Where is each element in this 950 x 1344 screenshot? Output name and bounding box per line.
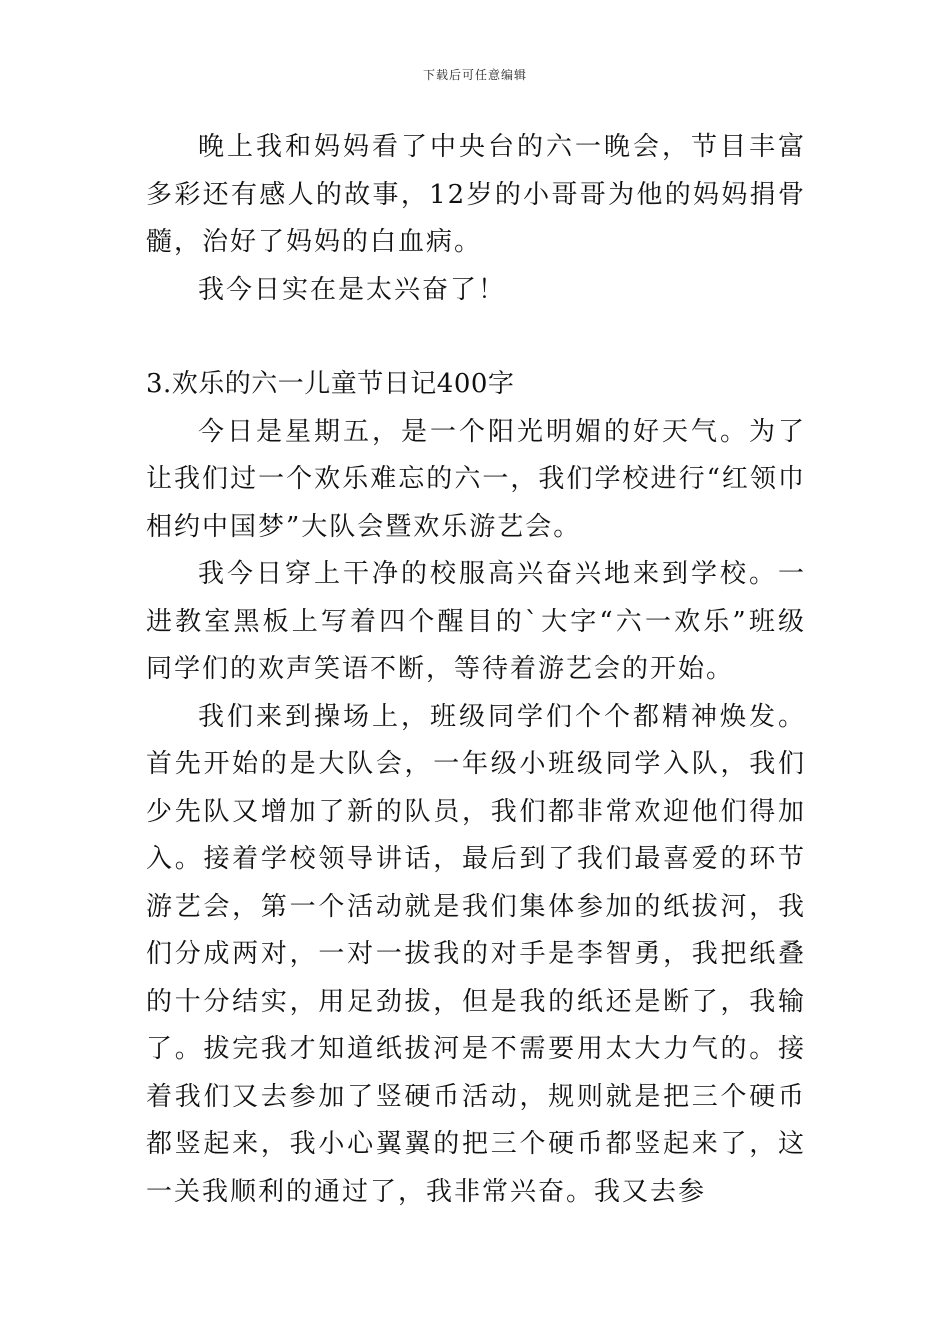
paragraph-evening-gala: 晚上我和妈妈看了中央台的六一晚会，节目丰富多彩还有感人的故事，12岁的小哥哥为他的妈妈捐骨髓，治好了妈妈的白血病。 (146, 132, 806, 257)
paragraph-playground: 我们来到操场上，班级同学们个个都精神焕发。首先开始的是大队会，一年级小班级同学入队，我们少先队又增加了新的队员，我们都非常欢迎他们得加入。接着学校领导讲话，最后到了我们最喜爱的环节游艺会，第一个活动就是我们集体参加的纸拔河，我们分成两对，一对一拔我的对手是李智勇，我把纸叠的十分结实，用足劲拔，但是我的纸还是断了，我输了。拔完我才知道纸拔河是不需要用太大力气的。接着我们又去参加了竖硬币活动，规则就是把三个硬币都竖起来，我小心翼翼的把三个硬币都竖起来了，这一关我顺利的通过了，我非常兴奋。我又去参 (146, 701, 806, 1207)
page-header-note: 下载后可任意编辑 (422, 68, 527, 82)
paragraph-spacer (146, 314, 806, 361)
paragraph-friday: 今日是星期五，是一个阳光明媚的好天气。为了让我们过一个欢乐难忘的六一，我们学校进行“红领巾相约中国梦”大队会暨欢乐游艺会。 (146, 416, 806, 542)
section-heading: 3.欢乐的六一儿童节日记400字 (146, 369, 515, 399)
paragraph-excited: 我今日实在是太兴奋了！ (198, 274, 507, 305)
document-body (146, 124, 806, 1216)
paragraph-school-uniform: 我今日穿上干净的校服高兴奋兴地来到学校。一进教室黑板上写着四个醒目的`大字“六一欢乐”班级同学们的欢声笑语不断，等待着游艺会的开始。 (146, 559, 806, 684)
